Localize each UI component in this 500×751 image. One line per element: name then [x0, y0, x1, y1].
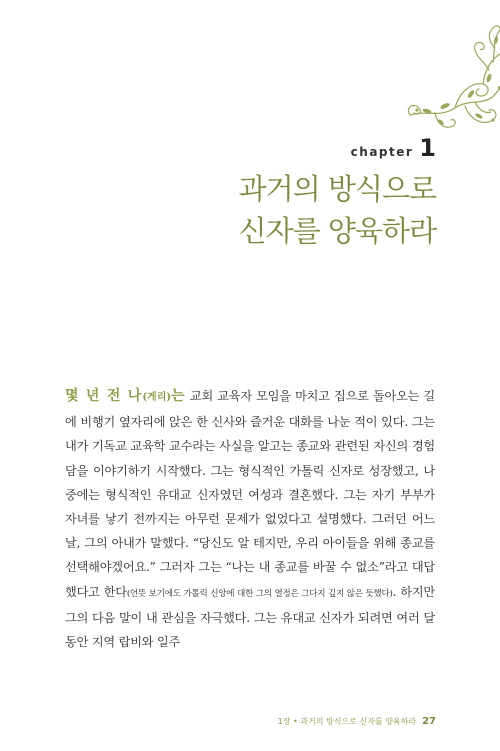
chapter-title-line-1: 과거의 방식으로 [238, 172, 436, 206]
chapter-word: chapter [350, 145, 414, 159]
chapter-number: 1 [419, 134, 436, 162]
body-text [65, 384, 435, 654]
lead-paren: (게리) [142, 392, 172, 403]
chapter-label [351, 134, 436, 162]
body-paragraph [65, 384, 435, 654]
floral-ornament [405, 20, 500, 145]
chapter-title [239, 168, 436, 252]
body-small-note: (언뜻 보기에도 가톨릭 신앙에 대한 그의 열정은 그다지 깊지 않은 듯했다) [126, 588, 393, 599]
body-text-part-1: 교회 교육자 모임을 마치고 집으로 돌아오는 길에 비행기 옆자리에 앉은 한 신사와 즐거운 대화를 나눈 적이 있다. 그는 내가 기독교 교육학 교수라는 사실을 알고는 종교와 관련된 자신의 경험담을 이야기하기 시작했다. 그는 형식적인 가톨릭 신자로 성장했고, 나중에는 형식적인 유대교 신자였던 여성과 결혼했다. 그는 자기 부부가 자녀를 낳기 전까지는 아무런 문제가 없었다고 설명했다. 그러던 어느 날, 그의 아내가 말했다. “당신도 알 테지만, 우리 아이들을 위해 종교를 선택해야겠어요.” 그러자 그는 “나는 내 종교를 바꿀 수 없소”라고 대답했다고 한다 [65, 389, 436, 599]
page-number: 27 [422, 716, 436, 727]
body-text-part-2: . 하지만 그의 다음 말이 내 관심을 자극했다. 그는 유대교 신자가 되려면 여러 달 동안 지역 랍비와 일주 [65, 584, 435, 650]
running-head: 1장 • 과거의 방식으로 신자를 양육하라 [277, 717, 417, 726]
lead-words: 몇 년 전 나 [65, 388, 143, 404]
lead-particle: 는 [171, 388, 186, 404]
chapter-title-line-2: 신자를 양육하라 [238, 214, 436, 248]
page-footer [278, 716, 436, 727]
